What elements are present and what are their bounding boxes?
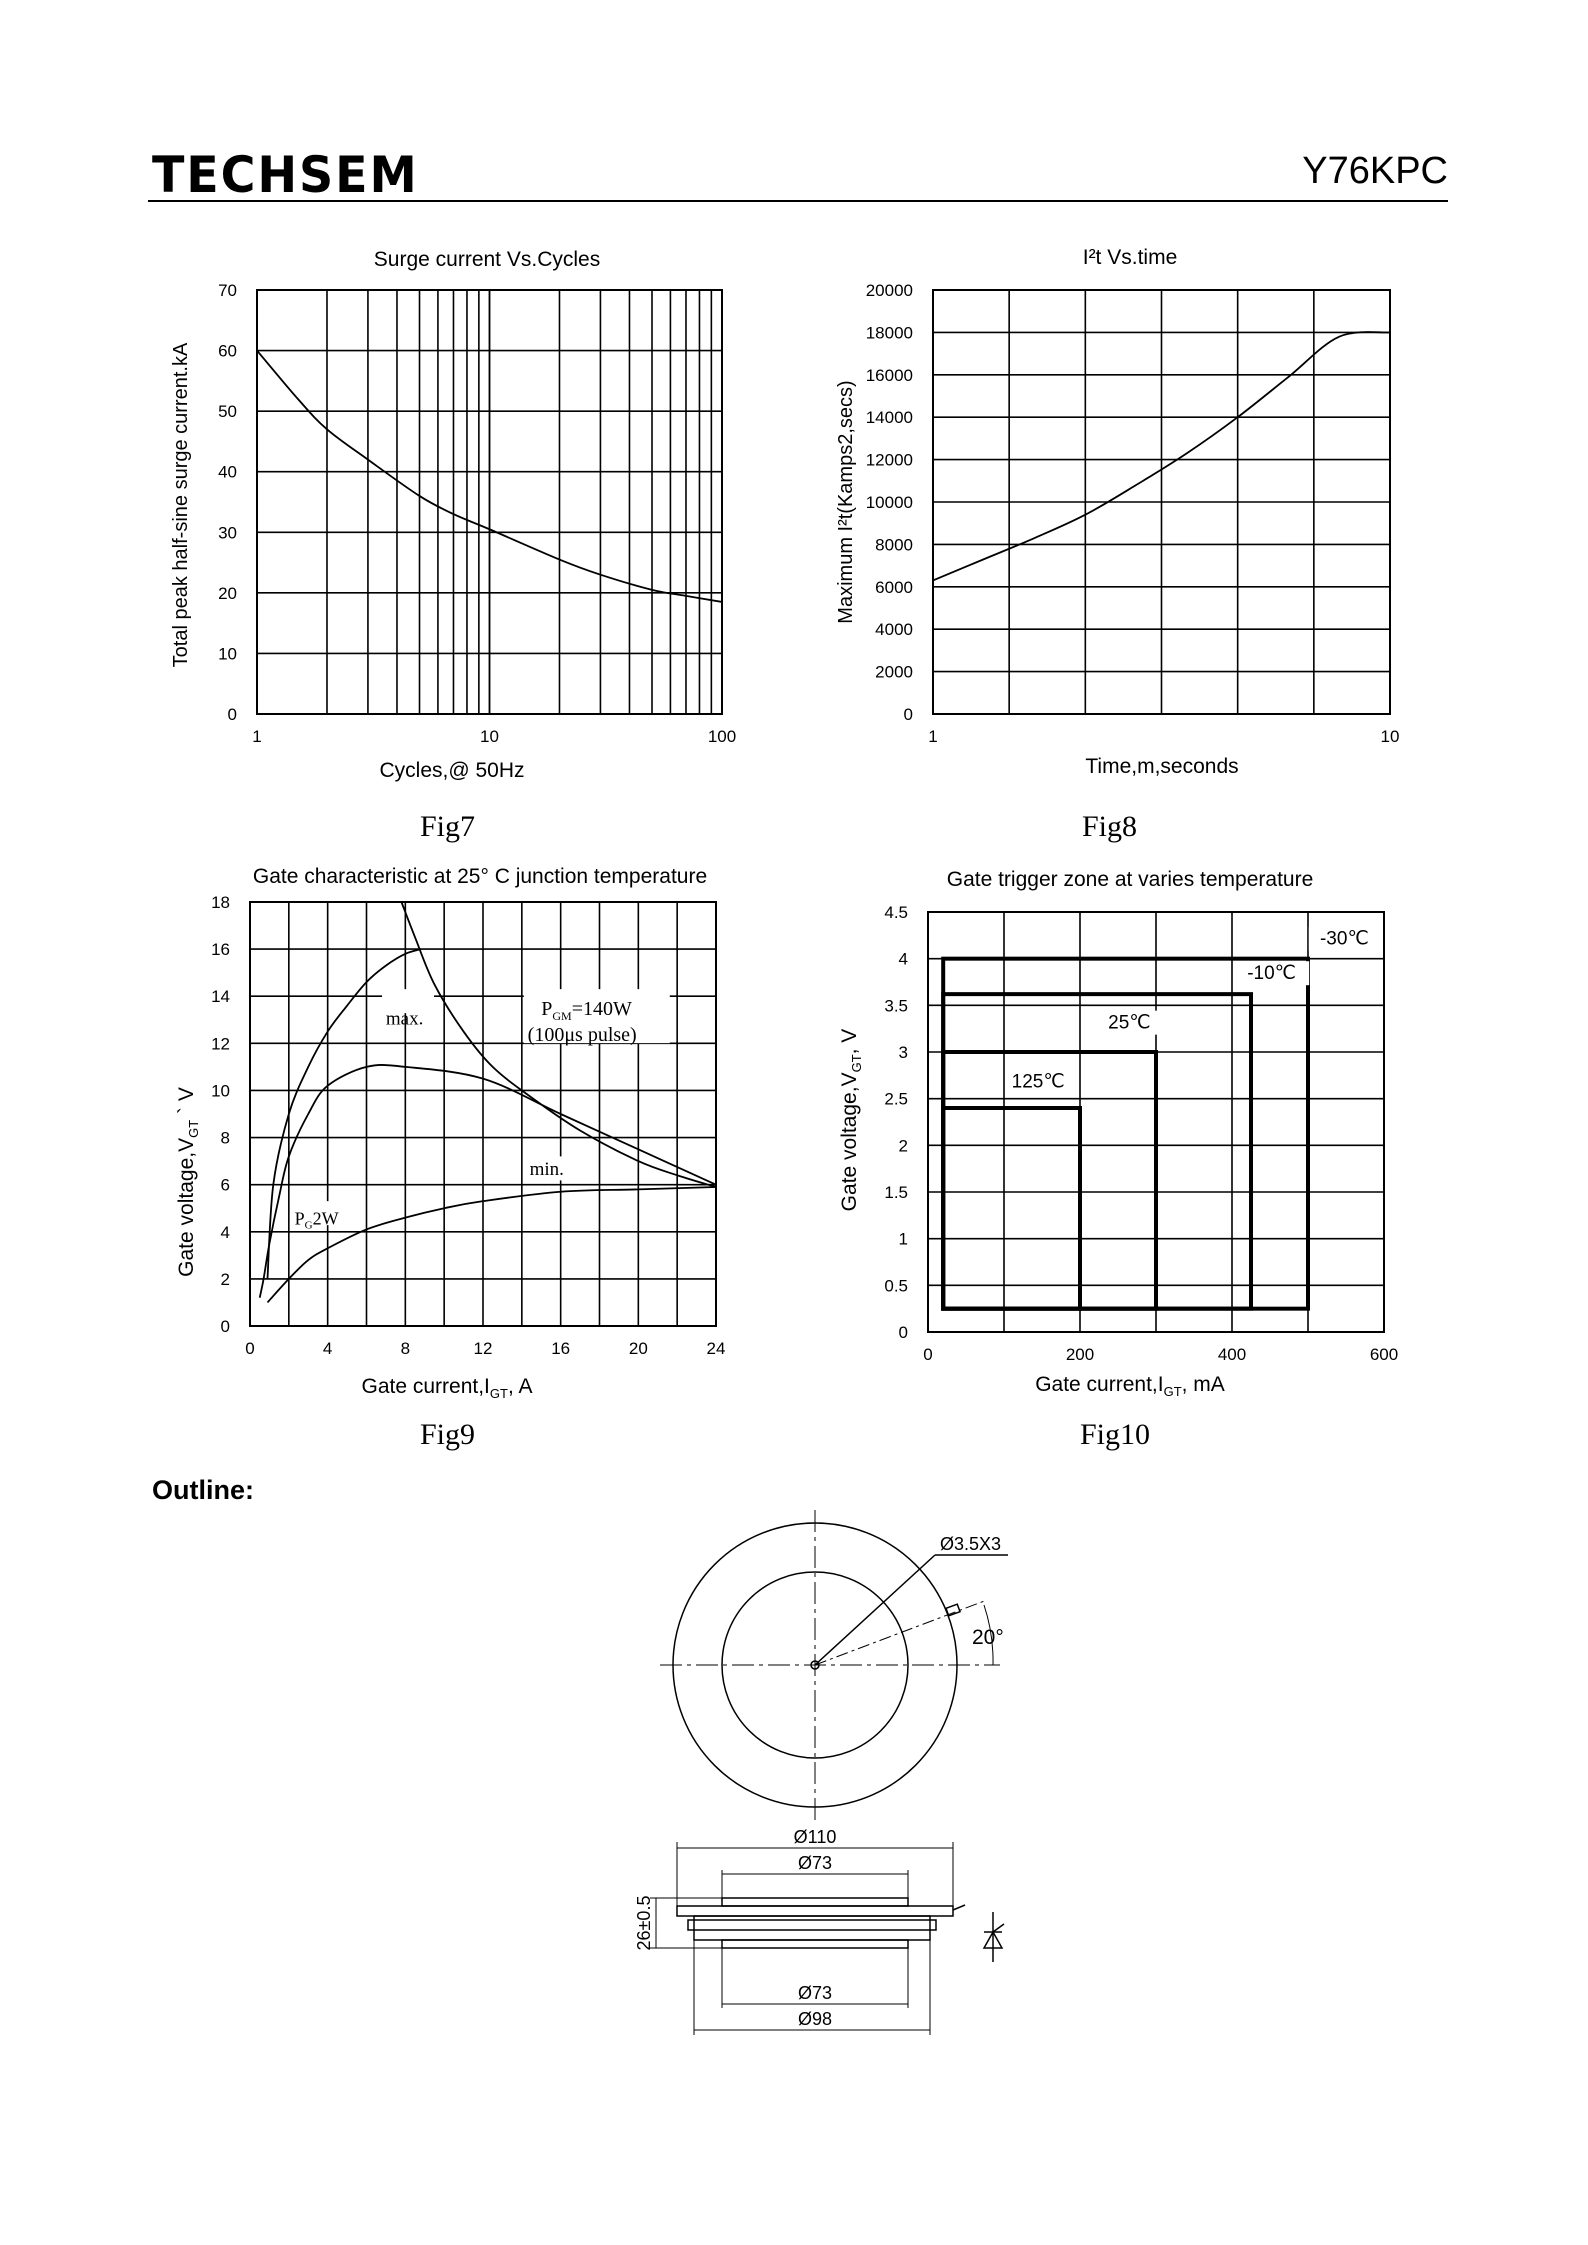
x-tick-label: 1: [928, 727, 938, 746]
ring: [688, 1920, 936, 1930]
x-tick-label: 8: [400, 1339, 411, 1358]
d73-bottom-label: Ø73: [797, 1983, 833, 2003]
y-tick-label: 12: [211, 1034, 230, 1054]
y-tick-label: 4: [898, 949, 908, 969]
annotation-min: min.: [529, 1159, 564, 1181]
hole-leader: [815, 1555, 935, 1665]
y-tick-label: 4: [220, 1222, 230, 1242]
d73-top-label: Ø73: [797, 1853, 833, 1873]
x-tick-label: 24: [706, 1339, 726, 1358]
top-pole: [722, 1898, 908, 1906]
fig9-caption: Fig9: [420, 1418, 476, 1451]
height-label: 26±0.5: [634, 1895, 654, 1951]
y-tick-label: 14000: [865, 408, 913, 428]
y-tick-label: 10: [218, 644, 237, 664]
y-tick-label: 0: [227, 705, 237, 724]
gate-wire: [953, 1905, 965, 1910]
x-tick-label: 0: [245, 1339, 255, 1358]
y-tick-label: 2000: [875, 662, 913, 682]
d98-label: Ø98: [797, 2009, 833, 2029]
chart-title: Gate characteristic at 25° C junction temperature: [252, 865, 708, 888]
x-tick-label: 0: [923, 1345, 933, 1364]
y-tick-label: 6: [220, 1175, 230, 1195]
annotation-pgm-sub: GM: [552, 1009, 572, 1024]
y-axis-label-sub: GT: [849, 1054, 864, 1073]
y-tick-label: 16000: [865, 365, 913, 385]
y-axis-label-sub: GT: [186, 1119, 201, 1138]
y-tick-label: 6000: [875, 577, 913, 597]
annotation-pulse: (100μs pulse): [527, 1023, 637, 1046]
x-tick-label: 10: [480, 727, 499, 746]
y-tick-label: 3: [898, 1043, 908, 1062]
angle-label: 20°: [972, 1626, 1004, 1649]
x-tick-label: 100: [707, 727, 737, 746]
bottom-pole: [722, 1940, 908, 1948]
y-axis-label-tail: ` V: [175, 1087, 198, 1120]
fig8-caption: Fig8: [1082, 810, 1138, 843]
x-tick-label: 10: [1380, 727, 1400, 746]
x-axis-label: Time,m,seconds: [1085, 755, 1239, 778]
y-tick-label: 4.5: [884, 903, 908, 922]
y-tick-label: 1.5: [884, 1183, 908, 1202]
y-tick-label: 70: [218, 281, 237, 300]
x-axis-label-text: Gate current,I: [1035, 1373, 1164, 1396]
x-tick-label: 20: [628, 1339, 648, 1358]
y-tick-label: 8000: [875, 535, 913, 555]
fig10-caption: Fig10: [1080, 1418, 1151, 1451]
fig7-caption: Fig7: [420, 810, 476, 843]
y-axis-label: Maximum I²t(Kamps2,secs): [835, 380, 857, 624]
outline-title: Outline:: [152, 1475, 254, 1505]
y-tick-label: 60: [218, 341, 237, 361]
y-axis-label: Total peak half-sine surge current.kA: [170, 342, 192, 668]
y-tick-label: 2: [898, 1136, 908, 1156]
zone-label: -30℃: [1319, 928, 1369, 950]
y-axis-label-tail: , V: [838, 1028, 861, 1055]
y-tick-label: 16: [211, 940, 230, 960]
x-tick-label: 4: [322, 1339, 333, 1358]
y-tick-label: 3.5: [884, 996, 908, 1016]
annotation-pgm-p: P: [541, 998, 553, 1021]
x-axis-label-tail: , A: [507, 1375, 533, 1398]
zone-label: 25℃: [1108, 1012, 1151, 1034]
annotation-pgm-tail: =140W: [571, 998, 632, 1021]
x-axis-label-sub: GT: [489, 1386, 508, 1401]
annotation-pg-tail: 2W: [312, 1208, 339, 1229]
y-tick-label: 0: [220, 1317, 230, 1336]
y-tick-label: 2: [220, 1269, 230, 1289]
y-tick-label: 4000: [875, 620, 913, 640]
x-tick-label: 200: [1065, 1345, 1095, 1364]
y-tick-label: 0: [903, 705, 913, 724]
d110-label: Ø110: [793, 1827, 837, 1847]
y-tick-label: 0.5: [884, 1276, 908, 1296]
y-tick-label: 10: [211, 1081, 230, 1101]
gate-lug: [946, 1604, 960, 1616]
x-axis-label-sub: GT: [1163, 1384, 1182, 1399]
zone-label: -10℃: [1247, 963, 1297, 985]
y-tick-label: 20: [218, 583, 237, 603]
y-tick-label: 40: [218, 462, 237, 482]
x-tick-label: 1: [252, 727, 262, 746]
y-tick-label: 30: [218, 523, 237, 543]
y-tick-label: 14: [211, 987, 230, 1007]
model-number: Y76KPC: [1302, 150, 1448, 192]
y-tick-label: 2.5: [884, 1089, 908, 1109]
x-tick-label: 600: [1369, 1345, 1399, 1364]
y-tick-label: 18: [211, 893, 230, 912]
y-axis-label-text: Gate voltage,V: [838, 1072, 861, 1212]
x-tick-label: 12: [473, 1339, 493, 1358]
y-tick-label: 1: [898, 1229, 908, 1249]
zone-label: 125℃: [1011, 1071, 1065, 1093]
y-tick-label: 0: [898, 1323, 908, 1342]
angle-ray: [815, 1600, 987, 1665]
chart-title: Surge current Vs.Cycles: [373, 248, 601, 271]
x-axis-label: Cycles,@ 50Hz: [379, 759, 525, 782]
annotation-max: max.: [385, 1008, 424, 1030]
y-tick-label: 20000: [865, 281, 913, 300]
flange: [677, 1906, 953, 1916]
x-tick-label: 400: [1217, 1345, 1247, 1364]
x-axis-label-tail: , mA: [1181, 1373, 1225, 1396]
y-tick-label: 12000: [865, 450, 913, 470]
y-tick-label: 50: [218, 402, 237, 422]
hole-label: Ø3.5X3: [940, 1534, 1002, 1554]
brand-logo: TECHSEM: [152, 146, 419, 204]
x-axis-label-text: Gate current,I: [361, 1375, 490, 1398]
annotation-pg-p: P: [294, 1208, 305, 1229]
y-tick-label: 8: [220, 1128, 230, 1148]
chart-title: Gate trigger zone at varies temperature: [946, 868, 1314, 891]
annotation-pg-sub: G: [304, 1219, 313, 1232]
y-tick-label: 18000: [865, 323, 913, 343]
y-axis-label-text: Gate voltage,V: [175, 1137, 198, 1277]
chart-title: I²t Vs.time: [1082, 246, 1178, 269]
x-tick-label: 16: [551, 1339, 571, 1358]
y-tick-label: 10000: [865, 493, 913, 512]
